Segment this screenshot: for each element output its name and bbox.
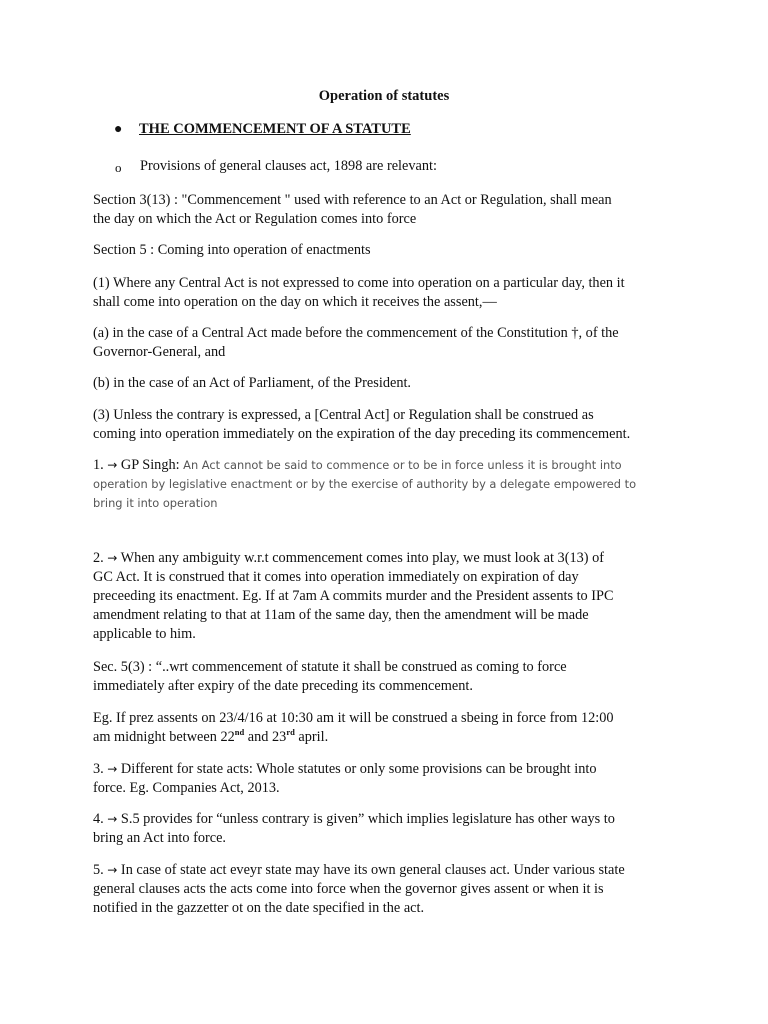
note-5-line: general clauses acts the acts come into force when the governor gives assent or when it is (93, 881, 604, 897)
note-1-paragraph (93, 456, 693, 513)
sec-5-3-line: immediately after expiry of the date preceding its commencement. (93, 678, 473, 694)
note-3-line: Different for state acts: Whole statutes or only some provisions can be brought into (117, 761, 597, 777)
note-3-number: 3. (93, 761, 108, 777)
note-5-line: notified in the gazzetter ot on the date specified in the act. (93, 900, 425, 916)
clause-3-line: (3) Unless the contrary is expressed, a [Central Act] or Regulation shall be construed as (93, 407, 594, 423)
clause-1-line: (1) Where any Central Act is not expressed to come into operation on a particular day, then it (93, 275, 625, 291)
note-5-number: 5. (93, 862, 108, 878)
clause-3-line: coming into operation immediately on the expiration of the day preceding its commencement. (93, 426, 631, 442)
note-2-paragraph (93, 549, 693, 644)
clause-a-paragraph (93, 324, 693, 362)
section-3-13-line: Section 3(13) : "Commencement " used with reference to an Act or Regulation, shall mean (93, 192, 612, 208)
note-2-line: amendment relating to that at 11am of the same day, then the amendment will be made (93, 607, 589, 623)
arrow-icon: → (107, 458, 118, 472)
note-5-paragraph (93, 861, 693, 918)
sub-bullet-icon: o (115, 160, 122, 175)
section-5-paragraph: Section 5 : Coming into operation of enactments (93, 242, 371, 258)
clause-1-paragraph (93, 274, 693, 312)
note-1-text: bring it into operation (93, 496, 218, 510)
clause-3-paragraph (93, 406, 693, 444)
sec-5-3-paragraph (93, 658, 693, 696)
clause-a-line: (a) in the case of a Central Act made before the commencement of the Constitution †, of the (93, 325, 619, 341)
note-2-number: 2. (93, 550, 108, 566)
arrow-icon: → (107, 551, 118, 565)
note-3-paragraph (93, 760, 693, 798)
note-2-line: GC Act. It is construed that it comes into operation immediately on expiration of day (93, 569, 579, 585)
note-2-line: applicable to him. (93, 626, 196, 642)
note-2-line: preceeding its enactment. Eg. If at 7am A commits murder and the President assents to IPC (93, 588, 614, 604)
section-3-13-paragraph (93, 191, 693, 229)
example-line: april. (294, 729, 329, 745)
example-line: am midnight between 22 (93, 729, 235, 745)
note-1-text: An Act cannot be said to commence or to be in force unless it is brought into (183, 458, 622, 472)
section-heading: THE COMMENCEMENT OF A STATUTE (139, 121, 411, 137)
arrow-icon: → (107, 762, 118, 776)
section-3-13-line: the day on which the Act or Regulation comes into force (93, 211, 417, 227)
example-paragraph (93, 709, 693, 747)
example-line: and 23 (244, 729, 287, 745)
clause-1-line: shall come into operation on the day on which it receives the assent,— (93, 294, 497, 310)
clause-a-line: Governor-General, and (93, 344, 226, 360)
note-2-line: When any ambiguity w.r.t commencement comes into play, we must look at 3(13) of (117, 550, 605, 566)
sec-5-3-line: Sec. 5(3) : “..wrt commencement of statute it shall be construed as coming to force (93, 659, 567, 675)
document-title: Operation of statutes (318, 88, 450, 104)
note-4-line: S.5 provides for “unless contrary is given” which implies legislature has other ways to (117, 811, 615, 827)
arrow-icon: → (107, 863, 118, 877)
note-3-line: force. Eg. Companies Act, 2013. (93, 780, 280, 796)
sub-point: Provisions of general clauses act, 1898 are relevant: (140, 158, 437, 174)
note-1-label: GP Singh: (117, 457, 184, 473)
ordinal-superscript: nd (234, 727, 245, 738)
note-5-line: In case of state act eveyr state may have its own general clauses act. Under various state (117, 862, 625, 878)
ordinal-superscript: rd (286, 727, 295, 738)
clause-b-paragraph: (b) in the case of an Act of Parliament, of the President. (93, 375, 412, 391)
note-1-text: operation by legislative enactment or by the exercise of authority by a delegate empowered to (93, 477, 637, 491)
note-1-number: 1. (93, 457, 108, 473)
example-line: Eg. If prez assents on 23/4/16 at 10:30 am it will be construed a sbeing in force from 12:00 (93, 710, 614, 726)
arrow-icon: → (107, 812, 118, 826)
note-4-paragraph (93, 810, 693, 848)
bullet-icon: ● (114, 122, 123, 137)
note-4-line: bring an Act into force. (93, 830, 226, 846)
note-4-number: 4. (93, 811, 108, 827)
